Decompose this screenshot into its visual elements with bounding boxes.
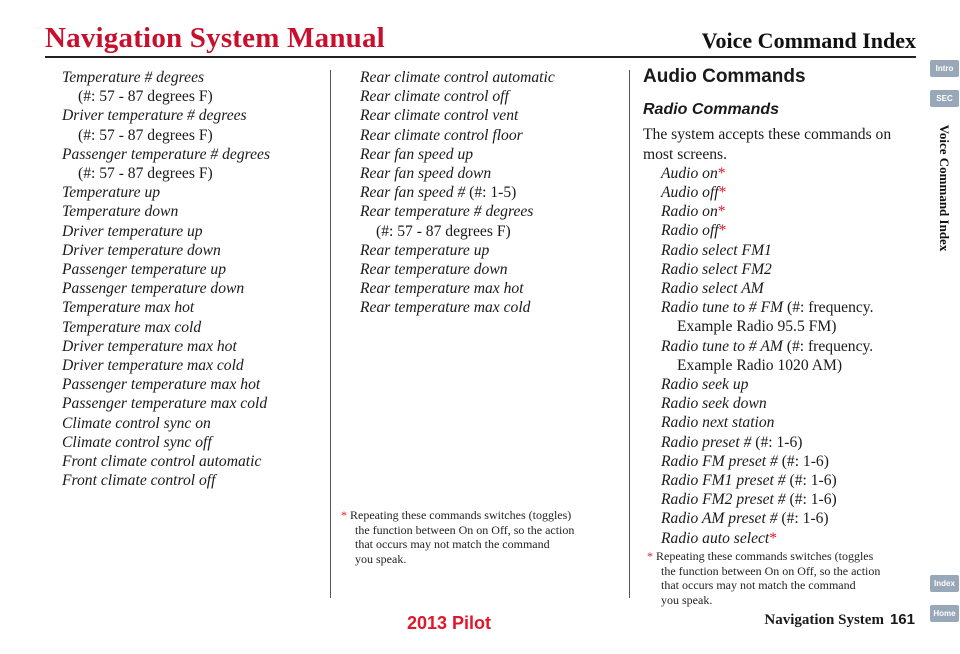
- page-number: 161: [889, 611, 915, 628]
- command-parameter: (#: 57 - 87 degrees F): [78, 126, 213, 144]
- command-item: [62, 260, 324, 279]
- radio-command-list: [643, 164, 923, 548]
- command-item: [661, 221, 923, 240]
- command-parameter: (#: 57 - 87 degrees F): [78, 165, 213, 183]
- command-item: [661, 413, 923, 432]
- command-text: Temperature down: [62, 203, 179, 221]
- footnote-line: you speak.: [355, 551, 407, 566]
- command-item: [62, 202, 324, 221]
- command-parameter: Example Radio 95.5 FM): [677, 318, 837, 336]
- section-title: Voice Command Index: [701, 28, 916, 53]
- command-item: [62, 106, 324, 125]
- page-footer: [764, 611, 915, 629]
- command-text: Rear fan speed up: [360, 145, 474, 163]
- command-parameter: (#: 1-6): [755, 433, 803, 451]
- command-text: Radio off: [661, 222, 719, 240]
- intro-button[interactable]: Intro: [930, 60, 959, 77]
- intro-text: most screens.: [643, 145, 728, 163]
- command-text: Passenger temperature up: [62, 261, 226, 279]
- command-text: Passenger temperature max cold: [62, 395, 268, 413]
- footnote-line: Repeating these commands switches (toggles): [350, 508, 572, 522]
- command-parameter: (#: frequency.: [786, 337, 874, 355]
- command-parameter: (#: 1-6): [789, 472, 837, 490]
- command-item: [661, 241, 923, 260]
- command-text: Temperature max cold: [62, 318, 202, 336]
- column-divider: [330, 70, 331, 598]
- command-item: [661, 433, 923, 452]
- command-text: Rear climate control off: [360, 88, 509, 106]
- manual-title: Navigation System Manual: [45, 22, 385, 54]
- command-text: Rear climate control vent: [360, 107, 519, 125]
- asterisk-mark: *: [717, 203, 726, 221]
- command-text: Radio FM1 preset #: [661, 472, 786, 490]
- index-button[interactable]: Index: [930, 575, 959, 592]
- asterisk-mark: *: [718, 222, 727, 240]
- command-text: Audio on: [661, 164, 718, 182]
- command-item: [661, 279, 923, 298]
- command-text: Driver temperature up: [62, 222, 203, 240]
- command-text: Rear temperature # degrees: [360, 203, 534, 221]
- command-text: Radio select FM1: [661, 241, 772, 259]
- vertical-section-label: [928, 104, 960, 274]
- command-item: [62, 318, 324, 337]
- command-item: [62, 222, 324, 241]
- command-text: Climate control sync off: [62, 433, 212, 451]
- command-item: [661, 260, 923, 279]
- command-item: [62, 183, 324, 202]
- command-item: [62, 375, 324, 394]
- command-text: Radio AM preset #: [661, 510, 778, 528]
- command-text: Radio FM2 preset #: [661, 491, 786, 509]
- footnote-line: the function between On on Off, so the action: [661, 563, 881, 578]
- command-item: [62, 394, 324, 413]
- command-item: [62, 298, 324, 317]
- command-parameter: Example Radio 1020 AM): [677, 356, 843, 374]
- command-item: [661, 375, 923, 394]
- column-divider: [629, 70, 630, 598]
- command-text: Radio preset #: [661, 433, 752, 451]
- footnote-line: Repeating these commands switches (toggles: [656, 549, 874, 563]
- command-item: [62, 279, 324, 298]
- command-item: [360, 87, 622, 106]
- command-text: Driver temperature # degrees: [62, 107, 247, 125]
- command-text: Rear climate control automatic: [360, 69, 555, 86]
- command-text: Front climate control off: [62, 472, 216, 490]
- command-text: Rear fan speed down: [360, 165, 492, 183]
- command-item: [62, 433, 324, 452]
- command-text: Rear temperature up: [360, 241, 490, 259]
- command-text: Rear climate control floor: [360, 126, 523, 144]
- command-text: Audio off: [661, 184, 719, 202]
- command-item: [661, 337, 923, 356]
- command-item: [360, 68, 622, 87]
- command-item: [661, 164, 923, 183]
- command-item: [661, 490, 923, 509]
- footnote-line: that occurs may not match the command: [661, 578, 856, 593]
- asterisk-mark: *: [718, 184, 727, 202]
- command-item: [661, 202, 923, 221]
- command-item: [360, 279, 622, 298]
- command-text: Radio select AM: [661, 280, 764, 298]
- command-text: Passenger temperature down: [62, 280, 245, 298]
- command-text: Climate control sync on: [62, 414, 211, 432]
- command-item: [360, 298, 622, 317]
- vertical-section-label-text: Voice Command Index: [937, 124, 952, 252]
- audio-commands-column: [643, 67, 923, 548]
- command-item: [661, 394, 923, 413]
- command-item: [661, 452, 923, 471]
- footnote-line: the function between On on Off, so the action: [355, 522, 575, 537]
- command-item: [62, 452, 324, 471]
- command-item: [62, 356, 324, 375]
- command-item: [360, 106, 622, 125]
- footer-label: Navigation System: [764, 612, 884, 628]
- command-parameter: (#: 1-6): [789, 491, 837, 509]
- asterisk-mark: *: [769, 529, 778, 547]
- command-text: Driver temperature max hot: [62, 337, 237, 355]
- command-text: Rear fan speed #: [360, 184, 466, 202]
- command-text: Radio tune to # AM: [661, 337, 783, 355]
- command-parameter: (#: 57 - 87 degrees F): [376, 222, 511, 240]
- command-item: [360, 241, 622, 260]
- command-text: Temperature up: [62, 184, 161, 202]
- command-text: Rear temperature down: [360, 261, 508, 279]
- command-text: Radio next station: [661, 414, 775, 432]
- command-parameter: (#: frequency.: [787, 299, 874, 317]
- command-text: Radio tune to # FM: [661, 299, 784, 317]
- command-parameter: (#: 1-6): [781, 452, 829, 470]
- command-item: [360, 260, 622, 279]
- footnote: [341, 508, 623, 566]
- command-text: Driver temperature max cold: [62, 357, 244, 375]
- command-item: [661, 471, 923, 490]
- command-item: [62, 471, 324, 490]
- command-text: Front climate control automatic: [62, 453, 262, 471]
- command-text: Temperature # degrees: [62, 69, 205, 86]
- home-button[interactable]: Home: [930, 605, 959, 622]
- command-item: [360, 183, 622, 202]
- asterisk-mark: *: [341, 508, 347, 522]
- command-text: Passenger temperature # degrees: [62, 145, 271, 163]
- command-text: Radio select FM2: [661, 260, 772, 278]
- command-item: [661, 509, 923, 528]
- command-item: [360, 202, 622, 221]
- footnote-line: you speak.: [661, 592, 713, 607]
- command-item: [62, 414, 324, 433]
- command-item: [360, 126, 622, 145]
- command-item: [661, 298, 923, 317]
- intro-text: The system accepts these commands on: [643, 126, 892, 144]
- asterisk-mark: *: [647, 549, 653, 563]
- command-item: [62, 241, 324, 260]
- command-item: [661, 529, 923, 548]
- command-text: Rear temperature max hot: [360, 280, 524, 298]
- footnote: [647, 549, 929, 607]
- command-text: Radio auto select: [661, 529, 770, 547]
- asterisk-mark: *: [717, 164, 726, 182]
- radio-commands-heading: Radio Commands: [643, 101, 780, 119]
- command-item: [661, 183, 923, 202]
- model-year-watermark: 2013 Pilot: [407, 613, 492, 633]
- command-text: Radio on: [661, 203, 718, 221]
- climate-commands-column-1: [62, 68, 324, 490]
- command-text: Temperature max hot: [62, 299, 195, 317]
- command-item: [360, 145, 622, 164]
- command-text: Rear temperature max cold: [360, 299, 531, 317]
- sec-button[interactable]: SEC: [930, 90, 959, 107]
- command-text: Passenger temperature max hot: [62, 376, 261, 394]
- command-text: Driver temperature down: [62, 241, 221, 259]
- footnote-line: that occurs may not match the command: [355, 537, 550, 552]
- command-text: Radio seek up: [661, 376, 749, 394]
- audio-commands-heading: Audio Commands: [643, 66, 806, 87]
- command-text: Radio seek down: [661, 395, 767, 413]
- command-item: [62, 337, 324, 356]
- command-text: Radio FM preset #: [661, 452, 778, 470]
- command-parameter: (#: 1-6): [781, 510, 829, 528]
- command-parameter: (#: 57 - 87 degrees F): [78, 88, 213, 106]
- climate-commands-column-2: [360, 68, 622, 318]
- command-item: [62, 68, 324, 87]
- command-parameter: (#: 1-5): [469, 184, 517, 202]
- title-rule: [45, 56, 916, 58]
- command-item: [62, 145, 324, 164]
- command-item: [360, 164, 622, 183]
